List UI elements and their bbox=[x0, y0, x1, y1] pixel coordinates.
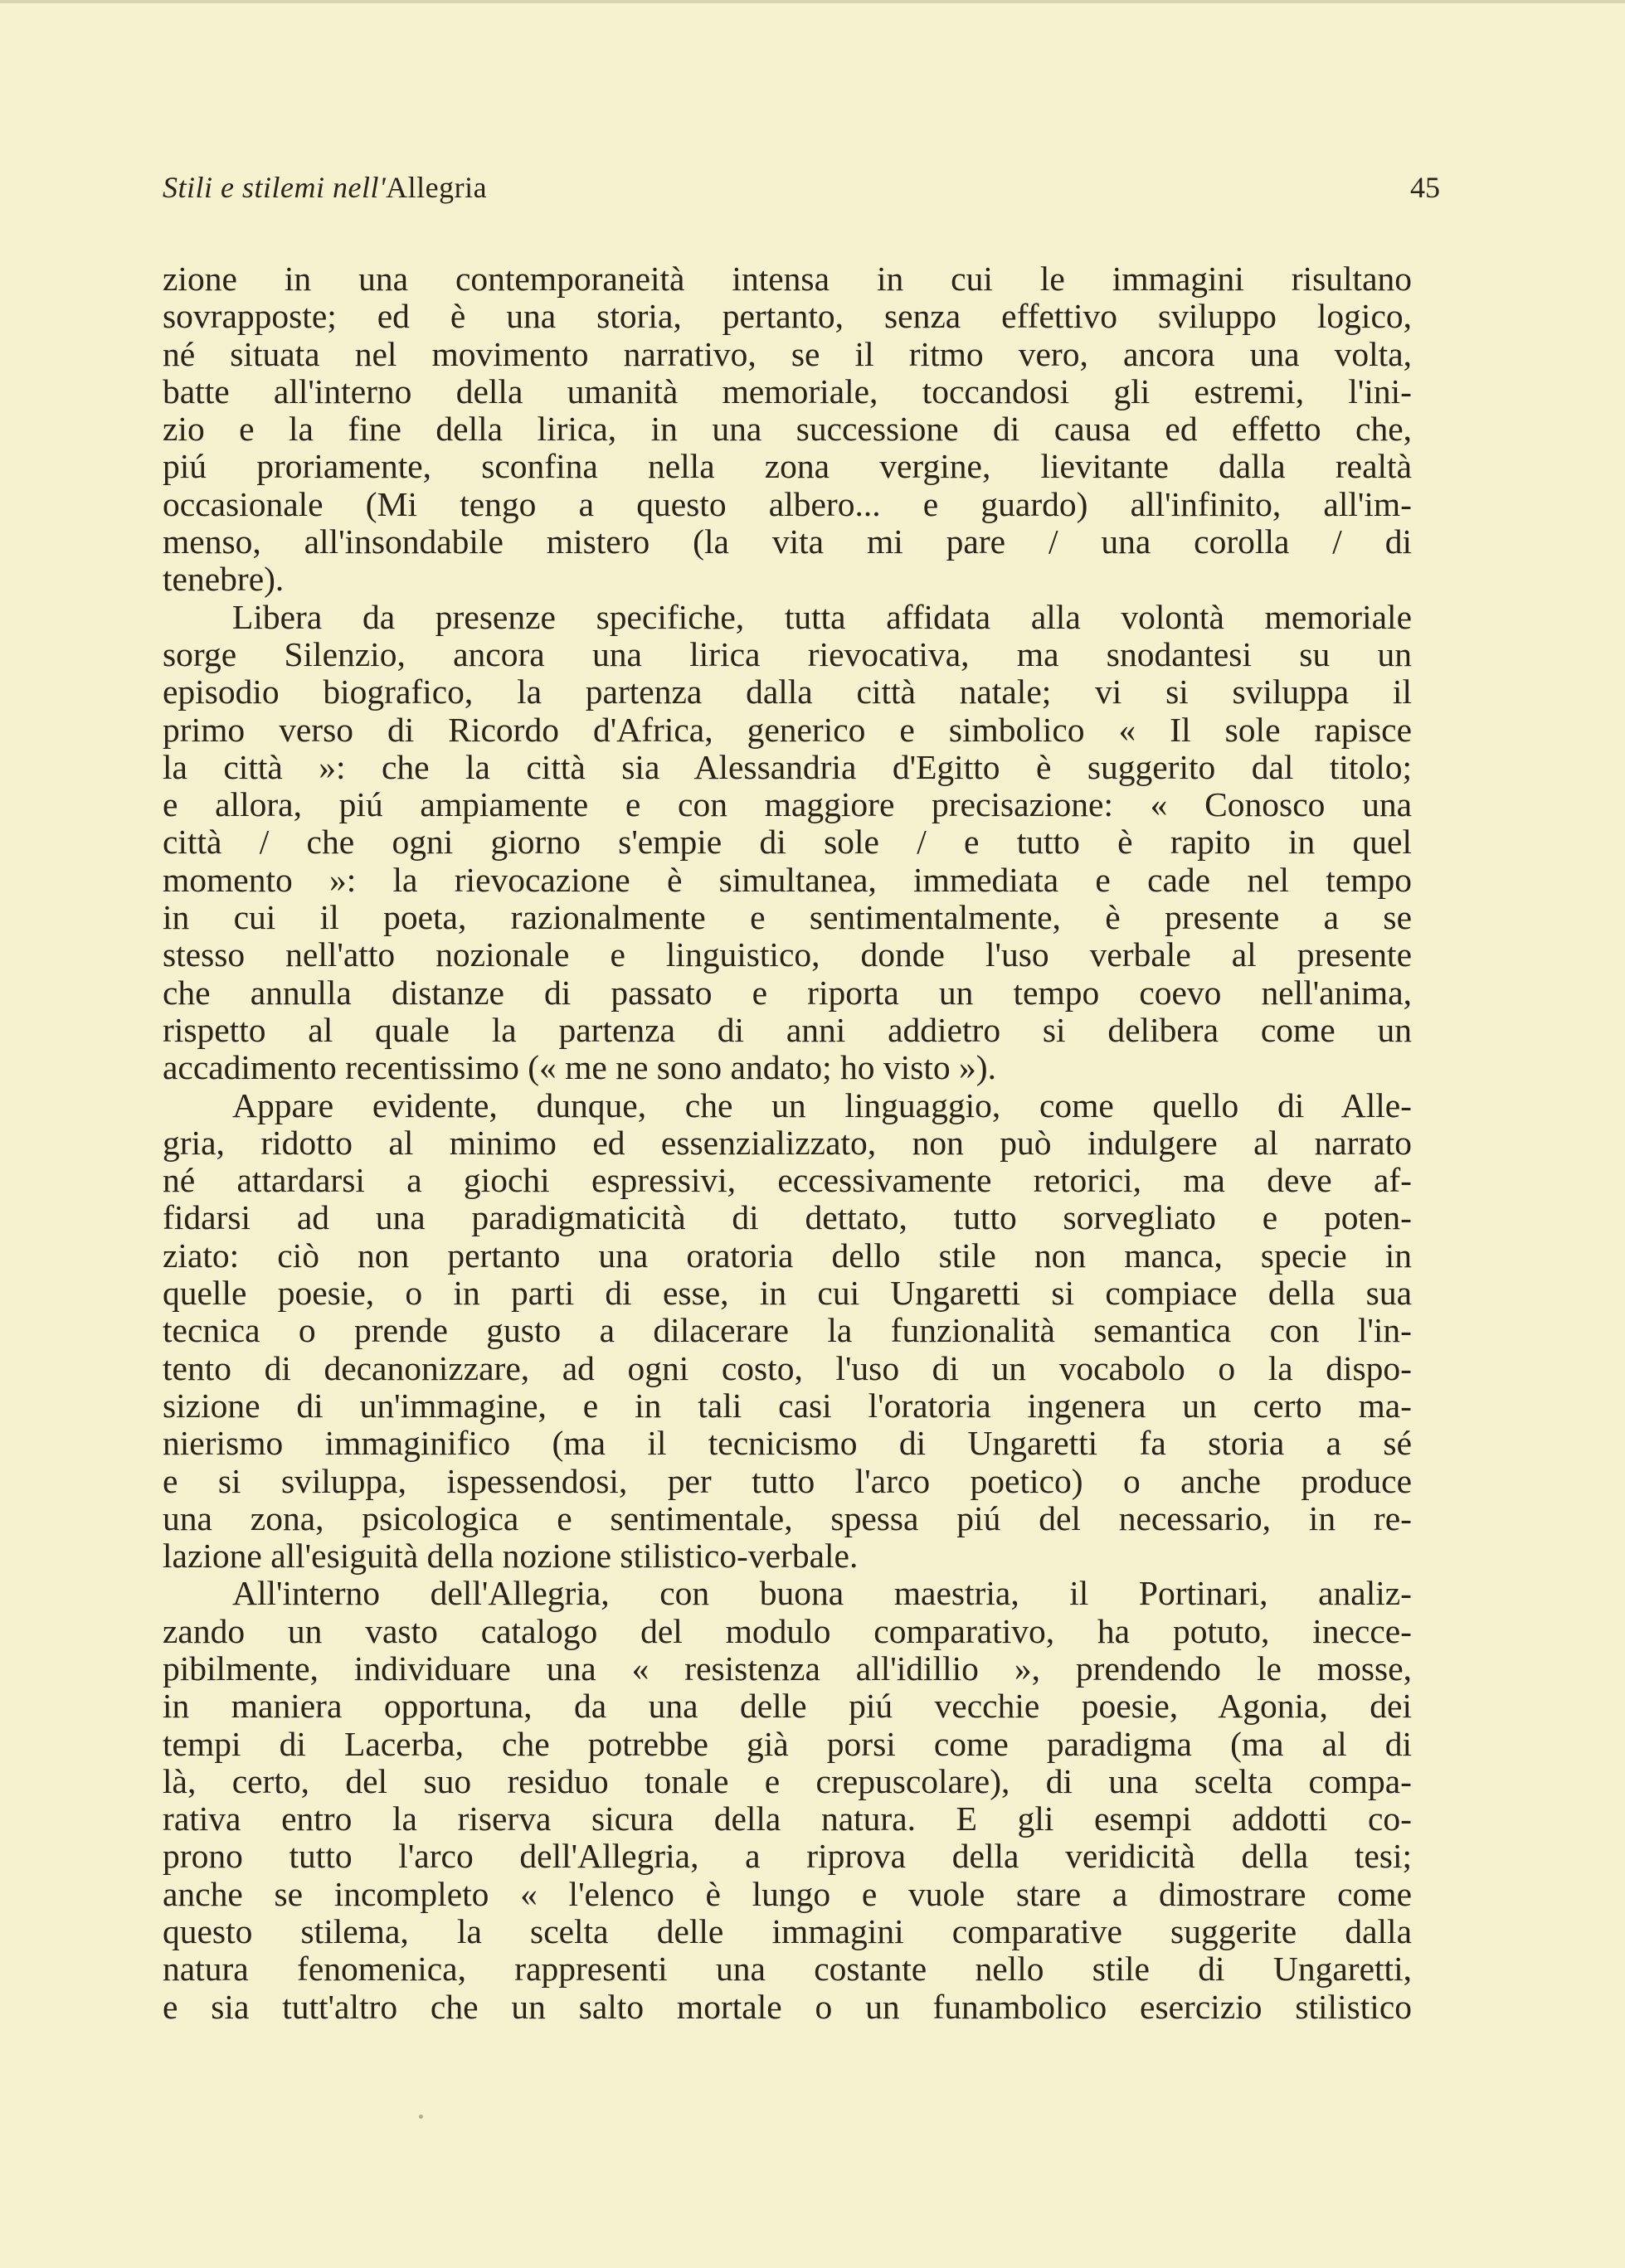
text-line: la città »: che la città sia Alessandria d'Egitto è suggerito dal titolo; bbox=[163, 747, 1412, 786]
text-line: anche se incompleto « l'elenco è lungo e vuole stare a dimostrare come bbox=[163, 1874, 1412, 1913]
text-line: accadimento recentissimo (« me ne sono andato; ho visto »). bbox=[163, 1048, 996, 1087]
text-line: in maniera opportuna, da una delle piú vecchie poesie, Agonia, dei bbox=[163, 1687, 1412, 1726]
text-line: natura fenomenica, rappresenti una costante nello stile di Ungaretti, bbox=[163, 1950, 1412, 1989]
text-line: sovrapposte; ed è una storia, pertanto, senza effettivo sviluppo logico, bbox=[163, 297, 1412, 336]
text-line: tempi di Lacerba, che potrebbe già porsi come paradigma (ma al di bbox=[163, 1724, 1412, 1763]
text-line: città / che ogni giorno s'empie di sole / e tutto è rapito in quel bbox=[163, 823, 1412, 862]
text-line: piú proriamente, sconfina nella zona vergine, lievitante dalla realtà bbox=[163, 447, 1412, 486]
paragraph-2 bbox=[163, 599, 1412, 1087]
text-line: momento »: la rievocazione è simultanea, immediata e cade nel tempo bbox=[163, 860, 1412, 899]
running-head-text: Stili e stilemi nell' bbox=[163, 171, 387, 204]
text-line: tecnica o prende gusto a dilacerare la funzionalità semantica con l'in- bbox=[163, 1311, 1412, 1350]
top-rule bbox=[0, 0, 1625, 3]
text-line: pibilmente, individuare una « resistenza all'idillio », prendendo le mosse, bbox=[163, 1649, 1412, 1688]
text-line: menso, all'insondabile mistero (la vita mi pare / una corolla / di bbox=[163, 522, 1412, 561]
text-line: né situata nel movimento narrativo, se il ritmo vero, ancora una volta, bbox=[163, 334, 1412, 373]
text-line: rispetto al quale la partenza di anni addietro si delibera come un bbox=[163, 1010, 1412, 1049]
text-line: occasionale (Mi tengo a questo albero... e guardo) all'infinito, all'im- bbox=[163, 484, 1412, 523]
text-line: All'interno dell'Allegria, con buona maestria, il Portinari, analiz- bbox=[232, 1574, 1412, 1613]
text-line: tento di decanonizzare, ad ogni costo, l'uso di un vocabolo o la dispo- bbox=[163, 1348, 1412, 1387]
text-line: e allora, piú ampiamente e con maggiore precisazione: « Conosco una bbox=[163, 785, 1412, 824]
text-line: Libera da presenze specifiche, tutta affidata alla volontà memoriale bbox=[232, 597, 1412, 636]
text-line: e si sviluppa, ispessendosi, per tutto l'arco poetico) o anche produce bbox=[163, 1461, 1412, 1500]
text-line: quelle poesie, o in parti di esse, in cui Ungaretti si compiace della sua bbox=[163, 1274, 1412, 1313]
running-head bbox=[163, 170, 487, 205]
text-line: lazione all'esiguità della nozione stilistico-verbale. bbox=[163, 1537, 859, 1576]
text-line: questo stilema, la scelta delle immagini comparative suggerite dalla bbox=[163, 1912, 1412, 1951]
text-line: zio e la fine della lirica, in una successione di causa ed effetto che, bbox=[163, 410, 1412, 449]
text-line: fidarsi ad una paradigmaticità di dettato, tutto sorvegliato e poten- bbox=[163, 1198, 1412, 1237]
text-line: episodio biografico, la partenza dalla città natale; vi si sviluppa il bbox=[163, 673, 1412, 711]
paragraph-4 bbox=[163, 1575, 1412, 2026]
text-line: primo verso di Ricordo d'Africa, generico e simbolico « Il sole rapisce bbox=[163, 710, 1412, 749]
text-line: e sia tutt'altro che un salto mortale o un funambolico esercizio stilistico bbox=[163, 1987, 1412, 2026]
page-number: 45 bbox=[1410, 171, 1440, 204]
text-line: zione in una contemporaneità intensa in cui le immagini risultano bbox=[163, 260, 1412, 298]
text-line: là, certo, del suo residuo tonale e crepuscolare), di una scelta compa- bbox=[163, 1761, 1412, 1800]
paragraph-1 bbox=[163, 260, 1412, 599]
text-line: nierismo immaginifico (ma il tecnicismo di Ungaretti fa storia a sé bbox=[163, 1424, 1412, 1463]
paragraph-3 bbox=[163, 1087, 1412, 1576]
text-line: batte all'interno della umanità memoriale, toccandosi gli estremi, l'ini- bbox=[163, 372, 1412, 410]
text-line: tenebre). bbox=[163, 560, 285, 599]
page-header bbox=[163, 170, 1440, 220]
paper-speck bbox=[419, 2115, 423, 2119]
text-line: zando un vasto catalogo del modulo comparativo, ha potuto, inecce- bbox=[163, 1611, 1412, 1650]
text-line: che annulla distanze di passato e riporta un tempo coevo nell'anima, bbox=[163, 973, 1412, 1012]
text-line: una zona, psicologica e sentimentale, spessa piú del necessario, in re- bbox=[163, 1498, 1412, 1537]
text-line: sizione di un'immagine, e in tali casi l'oratoria ingenera un certo ma- bbox=[163, 1386, 1412, 1425]
text-line: prono tutto l'arco dell'Allegria, a riprova della veridicità della tesi; bbox=[163, 1837, 1412, 1876]
text-line: né attardarsi a giochi espressivi, eccessivamente retorici, ma deve af- bbox=[163, 1161, 1412, 1200]
body-text bbox=[163, 260, 1412, 2026]
text-line: sorge Silenzio, ancora una lirica rievocativa, ma snodantesi su un bbox=[163, 634, 1412, 673]
running-head-title: Allegria bbox=[386, 171, 488, 204]
text-line: stesso nell'atto nozionale e linguistico, donde l'uso verbale al presente bbox=[163, 935, 1412, 974]
text-line: in cui il poeta, razionalmente e sentimentalmente, è presente a se bbox=[163, 898, 1412, 937]
text-line: Appare evidente, dunque, che un linguaggio, come quello di Alle- bbox=[232, 1085, 1412, 1124]
text-line: rativa entro la riserva sicura della natura. E gli esempi addotti co- bbox=[163, 1799, 1412, 1838]
text-line: gria, ridotto al minimo ed essenzializzato, non può indulgere al narrato bbox=[163, 1123, 1412, 1162]
text-line: ziato: ciò non pertanto una oratoria dello stile non manca, specie in bbox=[163, 1236, 1412, 1275]
